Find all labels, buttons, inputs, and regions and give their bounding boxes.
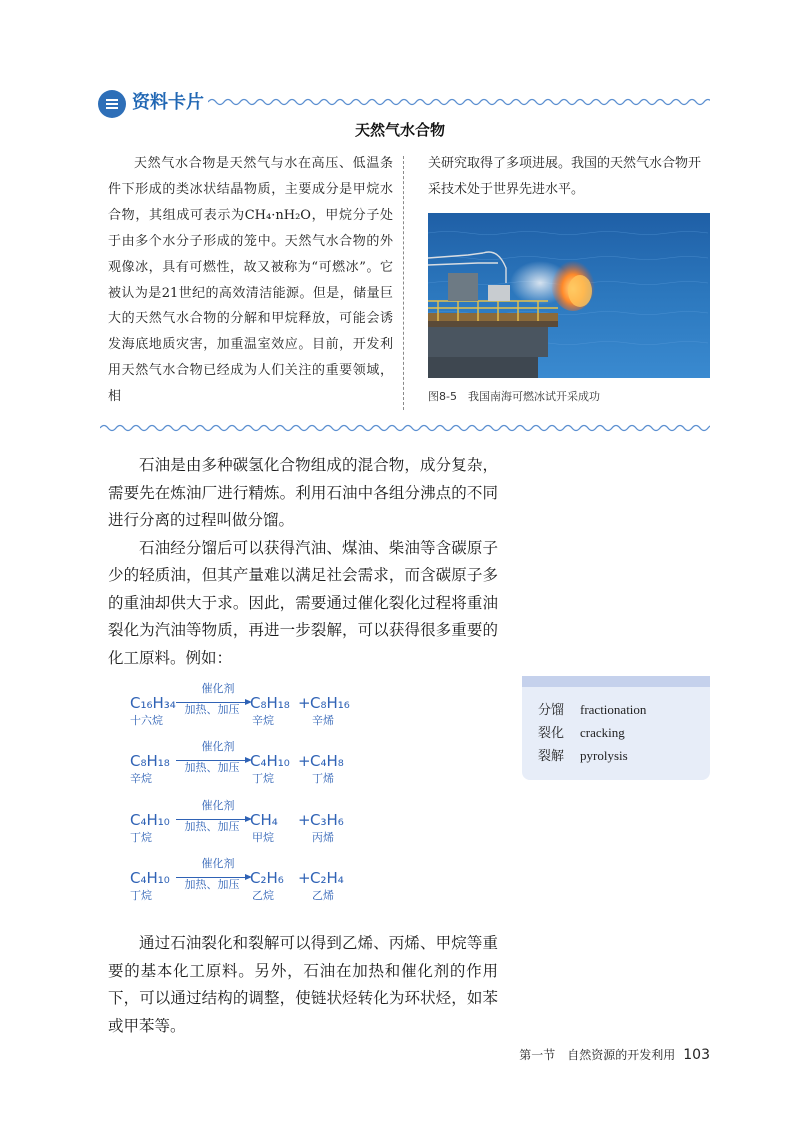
reactant-formula: C₈H₁₈ xyxy=(130,752,170,770)
reaction-arrow xyxy=(176,819,246,820)
product2-name: 丁烯 xyxy=(312,772,334,785)
reactant-name: 丁烷 xyxy=(130,889,152,902)
sidebar-right-paragraph: 关研究取得了多项进展。我国的天然气水合物开采技术处于世界先进水平。 xyxy=(428,156,702,197)
sidebar-left-paragraph: 天然气水合物是天然气与水在高压、低温条件下形成的类冰状结晶物质，主要成分是甲烷水合物，其组成可表示为CH₄·nH₂O，甲烷分子处于由多个水分子形成的笼中。天然气水合物的外观像冰，具有可燃性，故又被称为“可燃冰”。它被认为是21世纪的高效清洁能源。但是，储量巨大的天然气水合物的分解和甲烷释放，可能会诱发海底地质灾害，加重温室效应。目前，开发利用天然气水合物已经成为人们关注的重要领域，相 xyxy=(108,156,393,405)
reactant-name: 辛烷 xyxy=(130,772,152,785)
reaction-equation xyxy=(130,682,460,730)
product1-name: 乙烷 xyxy=(252,889,274,902)
condition-heat-pressure: 加热、加压 xyxy=(184,703,240,716)
product1-name: 甲烷 xyxy=(252,831,274,844)
product2-name: 乙烯 xyxy=(312,889,334,902)
figure-caption: 图8-5 我国南海可燃冰试开采成功 xyxy=(428,390,600,403)
glossary-header-bar xyxy=(522,676,710,687)
paragraph-cracking: 石油经分馏后可以获得汽油、煤油、柴油等含碳原子少的轻质油，但其产量难以满足社会需求，而含碳原子多的重油却供大于求。因此，需要通过催化裂化过程将重油裂化为汽油等物质，再进一步裂解，可以获得很多重要的化工原料。例如： xyxy=(108,538,498,667)
data-card-label: 资料卡片 xyxy=(132,92,204,113)
product1-formula: C₈H₁₈ xyxy=(250,694,290,712)
reaction-equation xyxy=(130,799,460,847)
product2-formula: C₃H₆ xyxy=(310,811,344,829)
product1-formula: CH₄ xyxy=(250,811,278,829)
condition-heat-pressure: 加热、加压 xyxy=(184,820,240,833)
plus-sign: + xyxy=(298,811,311,829)
paragraph-products: 通过石油裂化和裂解可以得到乙烯、丙烯、甲烷等重要的基本化工原料。另外，石油在加热和催化剂的作用下，可以通过结构的调整，使链状烃转化为环状烃，如苯或甲苯等。 xyxy=(108,934,498,1035)
footer-section: 第一节 自然资源的开发利用 xyxy=(519,1048,676,1062)
reactant-formula: C₁₆H₃₄ xyxy=(130,694,176,712)
wave-divider-top xyxy=(208,97,710,107)
glossary-box xyxy=(522,676,710,780)
reaction-equation xyxy=(130,857,460,905)
condition-heat-pressure: 加热、加压 xyxy=(184,878,240,891)
reactant-name: 丁烷 xyxy=(130,831,152,844)
glossary-item: 裂化 cracking xyxy=(538,725,625,741)
page-number: 103 xyxy=(683,1047,710,1063)
glossary-item: 裂解 pyrolysis xyxy=(538,748,628,764)
plus-sign: + xyxy=(298,752,311,770)
reactant-name: 十六烷 xyxy=(130,714,163,727)
condition-catalyst: 催化剂 xyxy=(201,799,235,812)
reactant-formula: C₄H₁₀ xyxy=(130,869,170,887)
figure-photo-gas-flare xyxy=(428,213,710,378)
product1-formula: C₂H₆ xyxy=(250,869,284,887)
page-footer xyxy=(519,1046,710,1063)
data-card-icon xyxy=(98,90,126,118)
condition-catalyst: 催化剂 xyxy=(201,682,235,695)
product2-name: 丙烯 xyxy=(312,831,334,844)
box-title: 天然气水合物 xyxy=(354,121,445,139)
condition-catalyst: 催化剂 xyxy=(201,740,235,753)
product1-name: 丁烷 xyxy=(252,772,274,785)
condition-catalyst: 催化剂 xyxy=(201,857,235,870)
plus-sign: + xyxy=(298,869,311,887)
reaction-arrow xyxy=(176,760,246,761)
reactant-formula: C₄H₁₀ xyxy=(130,811,170,829)
reaction-arrow xyxy=(176,877,246,878)
plus-sign: + xyxy=(298,694,311,712)
main-text-bottom xyxy=(108,930,498,1040)
column-divider xyxy=(403,156,404,410)
condition-heat-pressure: 加热、加压 xyxy=(184,761,240,774)
product2-name: 辛烯 xyxy=(312,714,334,727)
product2-formula: C₄H₈ xyxy=(310,752,344,770)
reaction-equation xyxy=(130,740,460,788)
glossary-item: 分馏 fractionation xyxy=(538,702,647,718)
wave-divider-bottom xyxy=(100,423,710,433)
product2-formula: C₂H₄ xyxy=(310,869,344,887)
product1-formula: C₄H₁₀ xyxy=(250,752,290,770)
product2-formula: C₈H₁₆ xyxy=(310,694,350,712)
product1-name: 辛烷 xyxy=(252,714,274,727)
paragraph-fractionation: 石油是由多种碳氢化合物组成的混合物，成分复杂，需要先在炼油厂进行精炼。利用石油中各组分沸点的不同进行分离的过程叫做分馏。 xyxy=(108,456,498,529)
main-text-top xyxy=(108,452,498,672)
reaction-arrow xyxy=(176,702,246,703)
